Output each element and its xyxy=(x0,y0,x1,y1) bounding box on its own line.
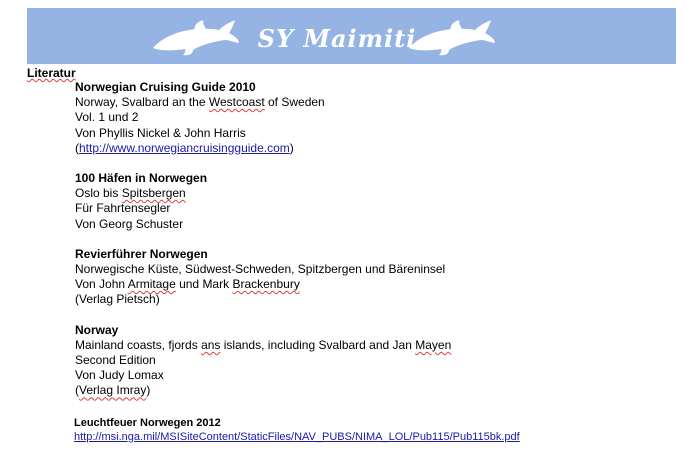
list-item xyxy=(75,247,675,308)
book-title: Norwegian Cruising Guide 2010 xyxy=(75,80,256,94)
section-heading: Literatur xyxy=(27,66,76,80)
book-author: Von Georg Schuster xyxy=(75,216,184,231)
literature-list xyxy=(75,80,675,414)
list-item xyxy=(75,323,675,399)
list-item xyxy=(74,416,520,444)
book-title: Revierführer Norwegen xyxy=(75,246,208,261)
book-edition: Second Edition xyxy=(75,353,156,368)
book-author: Von John Armitage und Mark Brackenbury xyxy=(75,277,300,292)
book-author: Von Phyllis Nickel & John Harris xyxy=(75,125,246,140)
book-subtitle: Norway, Svalbard an the Westcoast of Sweden xyxy=(75,95,325,110)
book-title: Norway xyxy=(75,322,119,337)
dolphin-icon xyxy=(149,18,241,58)
book-publisher: (Verlag Imray) xyxy=(75,383,151,398)
list-item xyxy=(75,171,675,232)
book-volume: Vol. 1 und 2 xyxy=(75,110,139,125)
book-link-line: (http://www.norwegiancruisingguide.com) xyxy=(75,140,294,155)
book-audience: Für Fahrtensegler xyxy=(75,201,171,216)
book-subtitle: Oslo bis Spitsbergen xyxy=(75,186,186,201)
book-title: 100 Häfen in Norwegen xyxy=(75,171,208,186)
book-author: Von Judy Lomax xyxy=(75,368,164,383)
dolphin-icon xyxy=(405,18,497,58)
header-banner xyxy=(27,8,676,64)
book-link[interactable]: http://msi.nga.mil/MSISiteContent/StaticFiles/NAV_PUBS/NIMA_LOL/Pub115/Pub115bk.pdf xyxy=(74,431,520,443)
book-title: Leuchtfeuer Norwegen 2012 xyxy=(74,417,221,429)
book-publisher: (Verlag Pietsch) xyxy=(75,292,160,307)
list-item xyxy=(75,80,675,156)
book-subtitle: Norwegische Küste, Südwest-Schweden, Spitzbergen und Bäreninsel xyxy=(75,262,446,277)
book-subtitle: Mainland coasts, fjords ans islands, including Svalbard and Jan Mayen xyxy=(75,337,452,352)
banner-title: SY Maimiti xyxy=(257,24,417,53)
book-link[interactable]: http://www.norwegiancruisingguide.com xyxy=(79,140,290,155)
